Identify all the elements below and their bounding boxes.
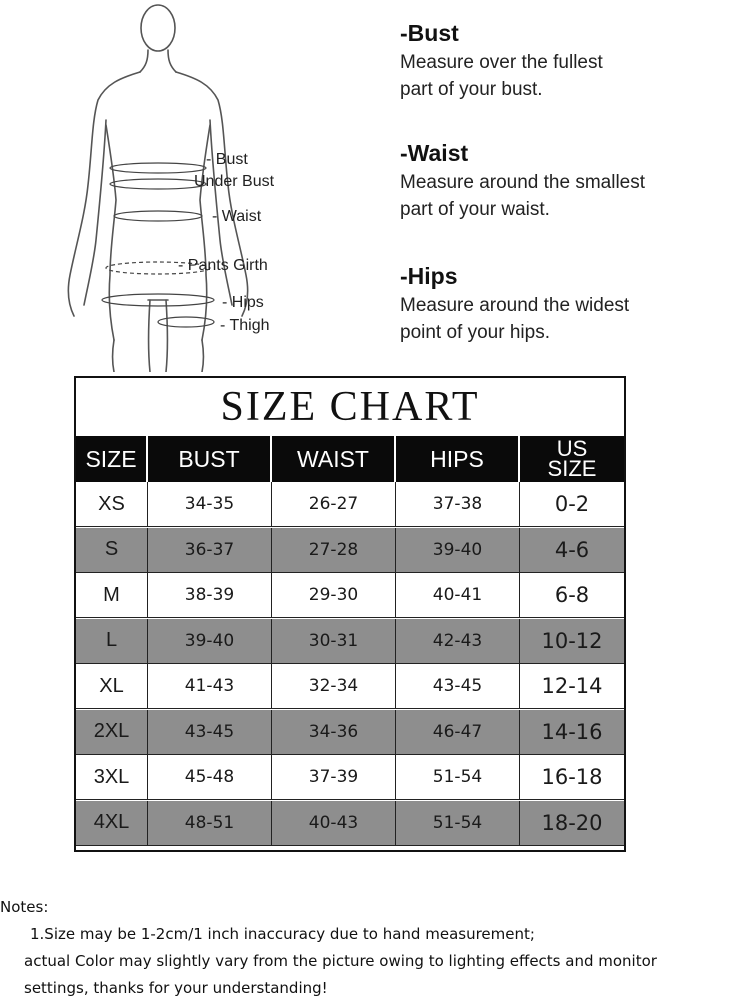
table-row [76, 528, 624, 573]
waist-cell: 27-28 [272, 528, 396, 573]
bust-cell: 43-45 [148, 710, 272, 755]
size-cell: XS [76, 482, 148, 527]
definition-waist-title: -Waist [400, 140, 469, 166]
bust-cell: 36-37 [148, 528, 272, 573]
header-size: SIZE [76, 436, 146, 482]
size-cell: XL [76, 664, 148, 709]
label-bust: - Bust [206, 151, 248, 168]
notes-line-2: actual Color may slightly vary from the picture owing to lighting effects and monitor [24, 952, 657, 970]
definition-hips-line2: point of your hips. [400, 322, 550, 343]
waist-cell: 29-30 [272, 573, 396, 618]
size-cell: L [76, 619, 148, 664]
body-measurement-figure [40, 0, 290, 372]
size-chart-table [74, 376, 626, 852]
waist-cell: 30-31 [272, 619, 396, 664]
waist-cell: 26-27 [272, 482, 396, 527]
definition-hips [400, 263, 720, 346]
notes-line-1: 1.Size may be 1-2cm/1 inch inaccuracy due to hand measurement; [30, 925, 535, 943]
header-waist: WAIST [272, 436, 394, 482]
table-row [76, 801, 624, 846]
table-row [76, 710, 624, 755]
us-size-cell: 12-14 [520, 664, 624, 709]
bust-cell: 38-39 [148, 573, 272, 618]
table-row [76, 619, 624, 664]
size-cell: 3XL [76, 755, 148, 800]
hips-cell: 42-43 [396, 619, 520, 664]
header-hips: HIPS [396, 436, 518, 482]
bust-cell: 34-35 [148, 482, 272, 527]
waist-cell: 40-43 [272, 801, 396, 846]
definition-hips-line1: Measure around the widest [400, 295, 630, 316]
label-pants-girth: - Pants Girth [178, 257, 268, 274]
definition-bust-title: -Bust [400, 20, 459, 46]
notes-section [0, 894, 733, 1002]
hips-cell: 46-47 [396, 710, 520, 755]
size-cell: 2XL [76, 710, 148, 755]
hips-cell: 37-38 [396, 482, 520, 527]
us-size-cell: 6-8 [520, 573, 624, 618]
definition-waist [400, 140, 720, 223]
notes-heading: Notes: [0, 898, 49, 916]
size-chart-title: SIZE CHART [220, 384, 480, 430]
definition-bust [400, 20, 720, 103]
us-size-cell: 10-12 [520, 619, 624, 664]
bust-cell: 45-48 [148, 755, 272, 800]
waist-cell: 37-39 [272, 755, 396, 800]
label-thigh: - Thigh [220, 317, 270, 334]
header-us-size-top: US [556, 436, 588, 461]
label-under-bust: Under Bust [194, 173, 275, 190]
size-cell: 4XL [76, 801, 148, 846]
us-size-cell: 4-6 [520, 528, 624, 573]
waist-cell: 34-36 [272, 710, 396, 755]
header-bust: BUST [148, 436, 270, 482]
us-size-cell: 16-18 [520, 755, 624, 800]
hips-cell: 39-40 [396, 528, 520, 573]
notes-line-3: settings, thanks for your understanding! [24, 979, 328, 997]
waist-cell: 32-34 [272, 664, 396, 709]
size-cell: S [76, 528, 148, 573]
us-size-cell: 18-20 [520, 801, 624, 846]
hips-cell: 51-54 [396, 755, 520, 800]
label-hips: - Hips [222, 294, 264, 311]
bust-cell: 39-40 [148, 619, 272, 664]
header-us-size-bottom: SIZE [547, 456, 597, 481]
us-size-cell: 14-16 [520, 710, 624, 755]
hips-cell: 51-54 [396, 801, 520, 846]
table-row [76, 664, 624, 709]
bust-cell: 41-43 [148, 664, 272, 709]
table-row [76, 482, 624, 527]
table-row [76, 573, 624, 618]
definition-bust-line1: Measure over the fullest [400, 52, 603, 73]
hips-cell: 40-41 [396, 573, 520, 618]
hips-cell: 43-45 [396, 664, 520, 709]
us-size-cell: 0-2 [520, 482, 624, 527]
definition-waist-line2: part of your waist. [400, 199, 550, 220]
label-waist: - Waist [212, 208, 262, 225]
definition-hips-title: -Hips [400, 263, 458, 289]
bust-cell: 48-51 [148, 801, 272, 846]
definition-waist-line1: Measure around the smallest [400, 172, 646, 193]
header-us-size [520, 436, 624, 482]
size-cell: M [76, 573, 148, 618]
definition-bust-line2: part of your bust. [400, 79, 543, 100]
table-row [76, 755, 624, 800]
